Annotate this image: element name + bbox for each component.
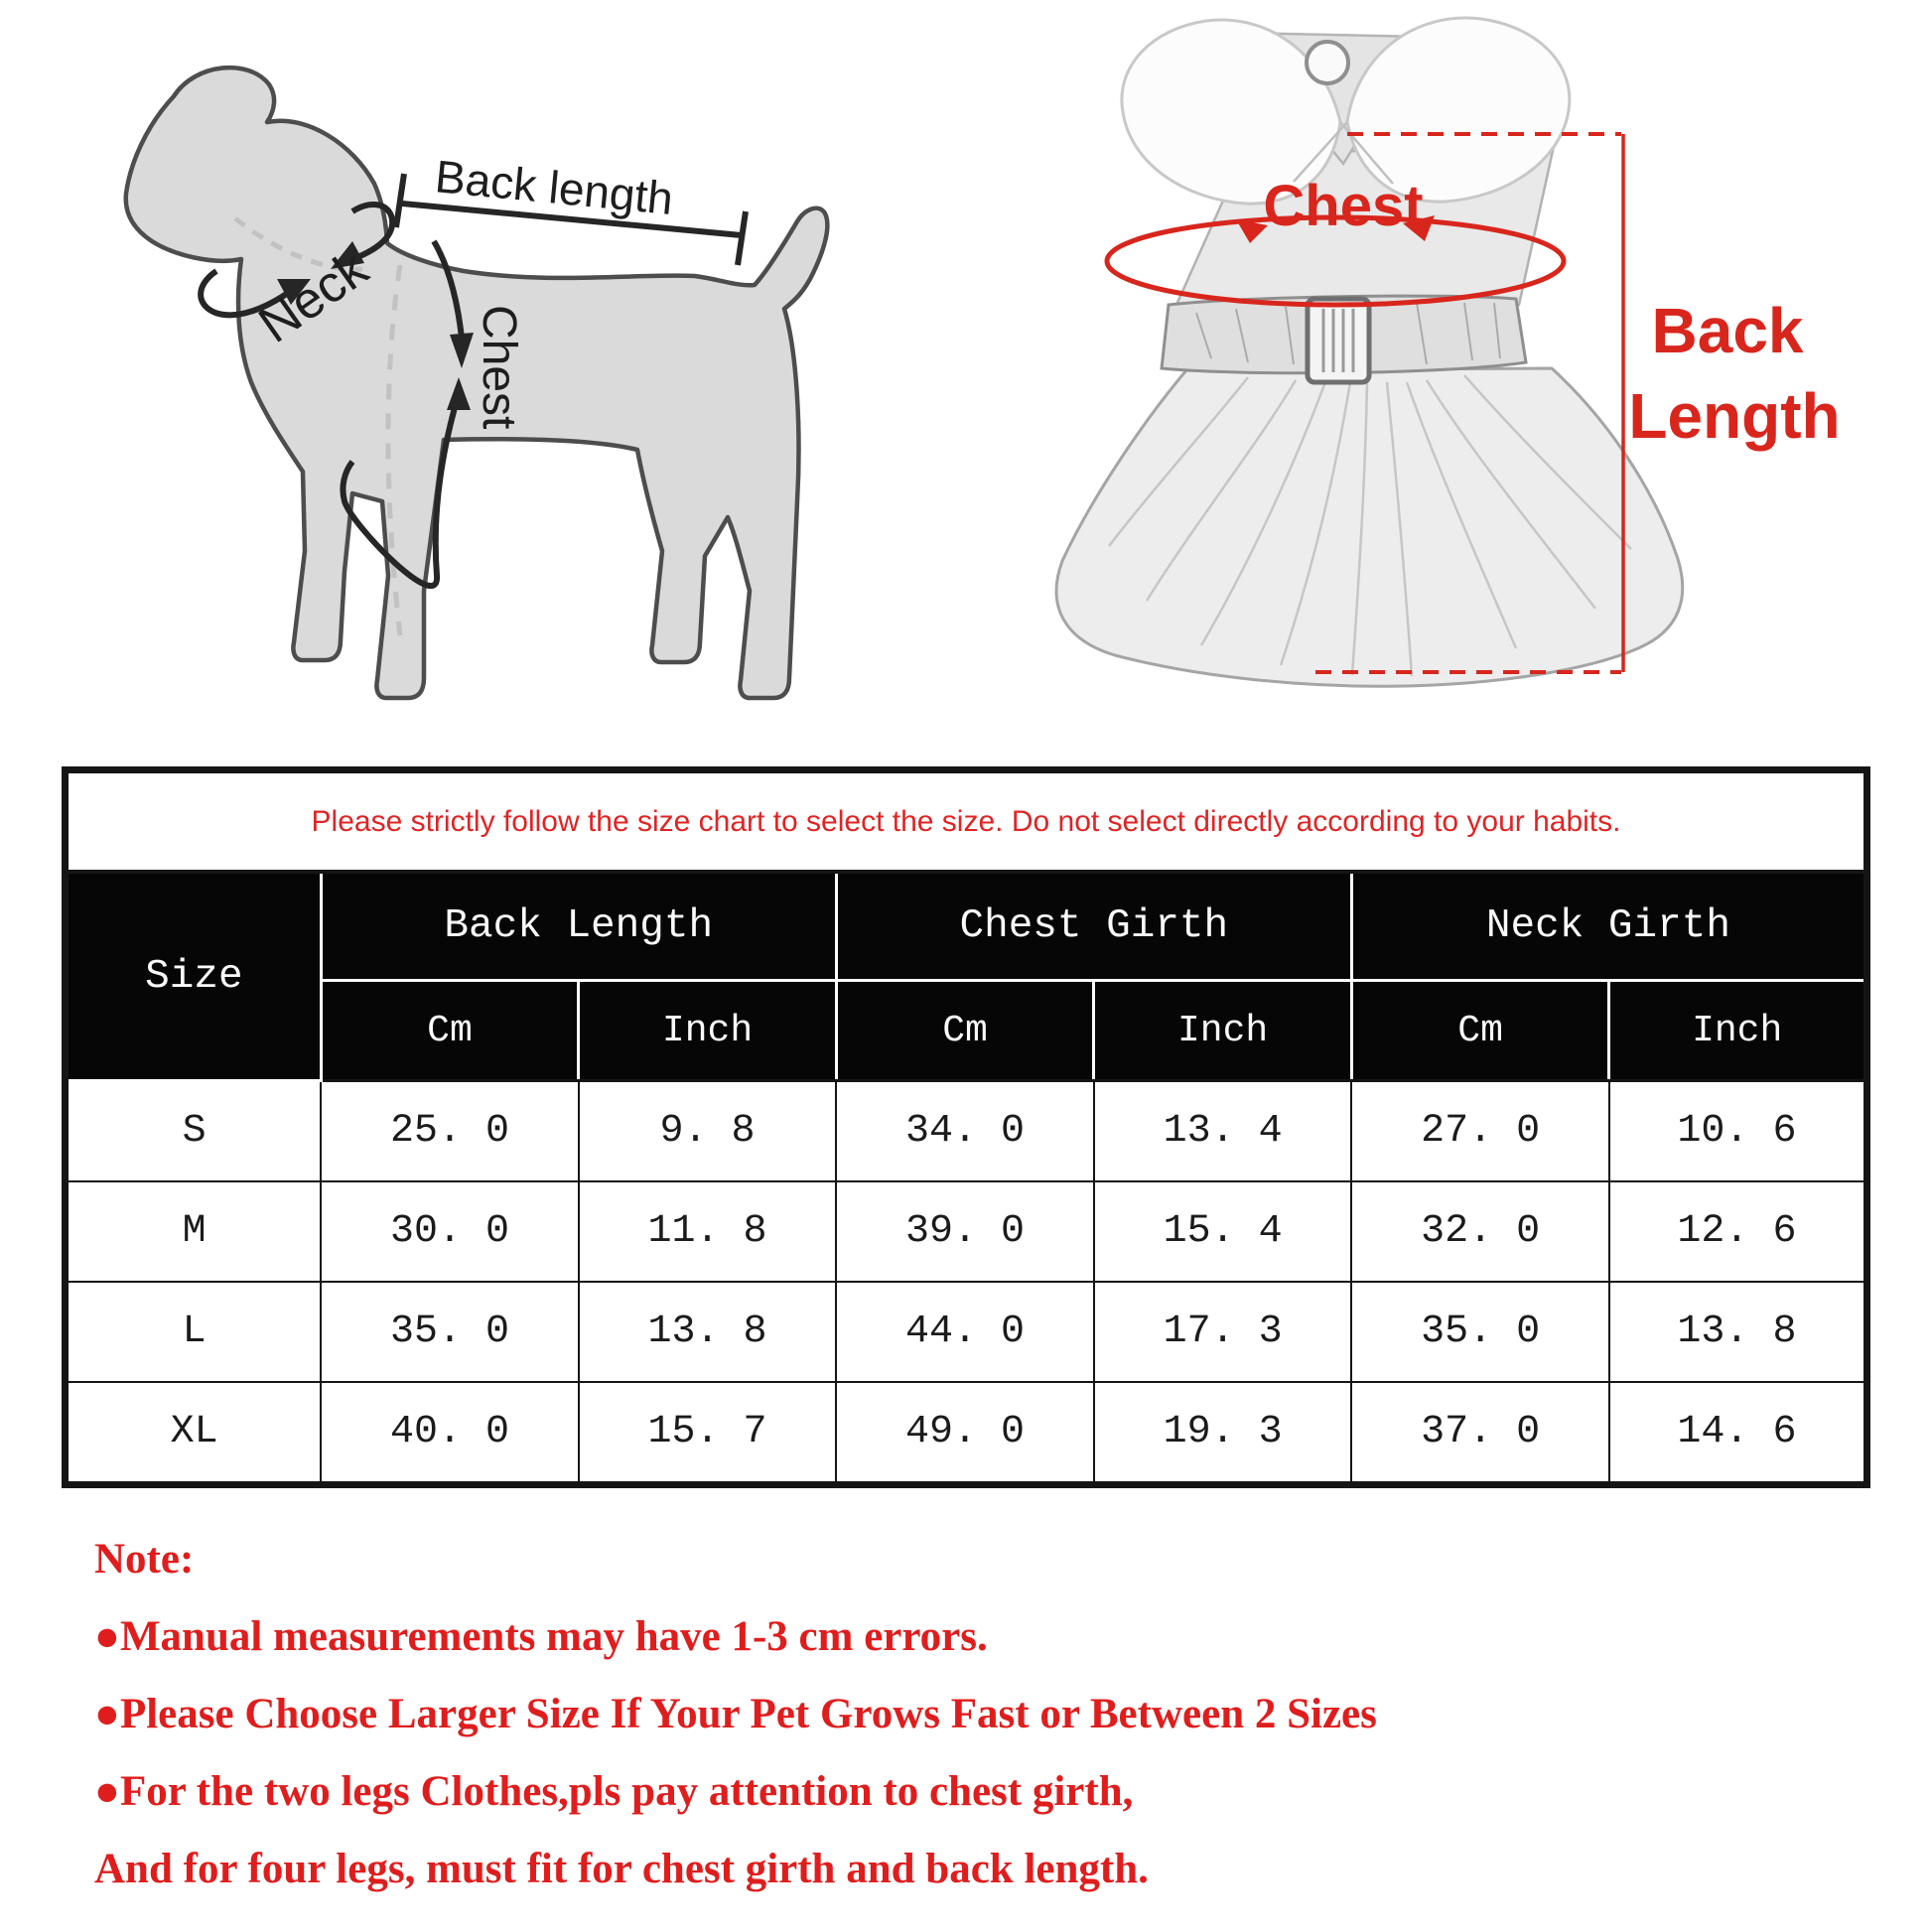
table-row-size-l: [66, 1282, 1867, 1382]
unit-header-back-length-inch: Inch: [579, 981, 837, 1081]
cell-value: 44. 0: [836, 1282, 1094, 1382]
dress-measurement-diagram: [998, 5, 1921, 690]
unit-header-chest-girth-cm: Cm: [836, 981, 1094, 1081]
notes-section: [94, 1521, 1842, 1908]
size-chart-table: [62, 766, 1870, 1488]
column-group-chest-girth: Chest Girth: [836, 872, 1351, 981]
dress-back-length-label-line2: Length: [1628, 380, 1841, 452]
column-group-neck-girth: Neck Girth: [1351, 872, 1866, 981]
collar-button: [1307, 42, 1348, 83]
cell-value: 39. 0: [836, 1181, 1094, 1282]
column-header-size: Size: [66, 872, 322, 1081]
table-row-size-s: [66, 1081, 1867, 1182]
cell-value: 35. 0: [321, 1282, 579, 1382]
dress-skirt: [1056, 368, 1683, 686]
cell-value: 15. 4: [1094, 1181, 1352, 1282]
note-line: ●Please Choose Larger Size If Your Pet Grows Fast or Between 2 Sizes: [94, 1691, 1377, 1737]
cell-value: 9. 8: [579, 1081, 837, 1182]
size-label: XL: [66, 1382, 322, 1485]
cell-value: 14. 6: [1609, 1382, 1867, 1485]
cell-value: 15. 7: [579, 1382, 837, 1485]
size-chart-table-wrap: [62, 766, 1870, 1488]
dress-chest-label: Chest: [1263, 174, 1424, 238]
dress-back-length-label-line1: Back: [1651, 295, 1804, 366]
cell-value: 10. 6: [1609, 1081, 1867, 1182]
unit-header-chest-girth-inch: Inch: [1094, 981, 1352, 1081]
size-label: L: [66, 1282, 322, 1382]
size-label: S: [66, 1081, 322, 1182]
cell-value: 32. 0: [1351, 1181, 1609, 1282]
neck-label: Neck: [248, 239, 378, 354]
unit-header-neck-girth-inch: Inch: [1609, 981, 1867, 1081]
size-chart-instruction: Please strictly follow the size chart to select the size. Do not select directly according to your habits.: [66, 770, 1867, 873]
back-length-label: Back length: [433, 150, 676, 224]
cell-value: 27. 0: [1351, 1081, 1609, 1182]
cell-value: 17. 3: [1094, 1282, 1352, 1382]
back-length-tick-right: [738, 211, 746, 265]
dog-measurement-diagram: [55, 35, 898, 730]
table-row-size-xl: [66, 1382, 1867, 1485]
back-length-tick-left: [396, 174, 404, 227]
unit-header-neck-girth-cm: Cm: [1351, 981, 1609, 1081]
cell-value: 35. 0: [1351, 1282, 1609, 1382]
unit-header-back-length-cm: Cm: [321, 981, 579, 1081]
cell-value: 30. 0: [321, 1181, 579, 1282]
cell-value: 25. 0: [321, 1081, 579, 1182]
belt-buckle: [1308, 299, 1369, 382]
note-line: ●Manual measurements may have 1-3 cm errors.: [94, 1613, 988, 1660]
cell-value: 34. 0: [836, 1081, 1094, 1182]
cell-value: 13. 8: [579, 1282, 837, 1382]
note-line: ●For the two legs Clothes,pls pay attention to chest girth,: [94, 1768, 1134, 1815]
cell-value: 12. 6: [1609, 1181, 1867, 1282]
cell-value: 13. 4: [1094, 1081, 1352, 1182]
note-line: And for four legs, must fit for chest girth and back length.: [94, 1846, 1149, 1892]
cell-value: 11. 8: [579, 1181, 837, 1282]
size-label: M: [66, 1181, 322, 1282]
cell-value: 49. 0: [836, 1382, 1094, 1485]
notes-title: Note:: [94, 1536, 195, 1583]
cell-value: 37. 0: [1351, 1382, 1609, 1485]
cell-value: 13. 8: [1609, 1282, 1867, 1382]
table-row-size-m: [66, 1181, 1867, 1282]
chest-label: Chest: [473, 305, 525, 430]
cell-value: 40. 0: [321, 1382, 579, 1485]
cell-value: 19. 3: [1094, 1382, 1352, 1485]
column-group-back-length: Back Length: [321, 872, 836, 981]
